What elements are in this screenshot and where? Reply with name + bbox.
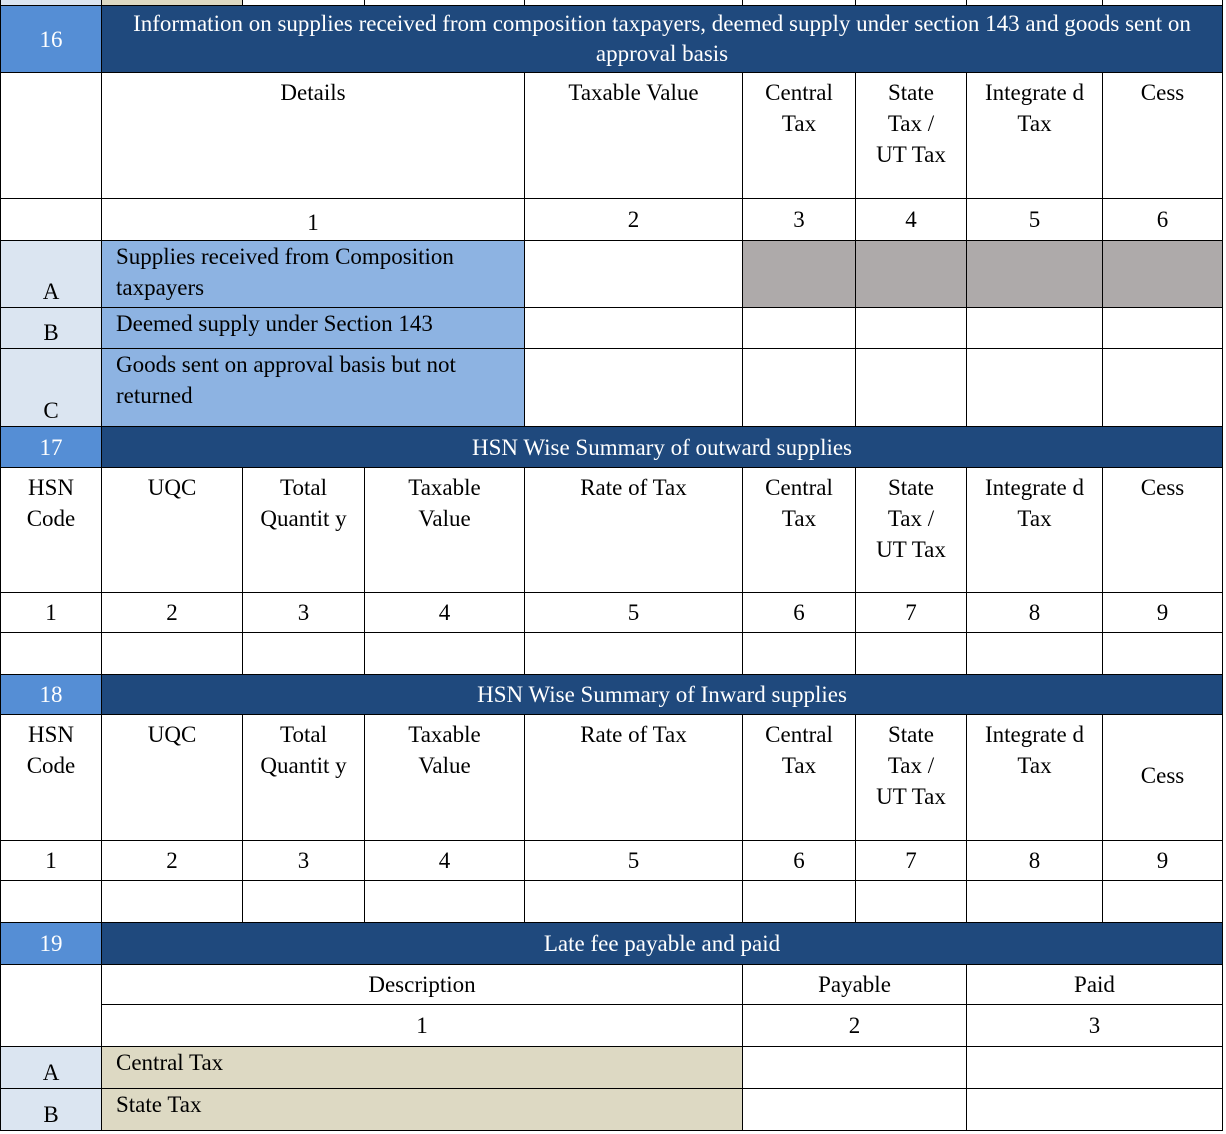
- header-total-quantity: Total Quantit y: [242, 714, 365, 841]
- cess-input[interactable]: [1102, 880, 1223, 923]
- central-tax-input[interactable]: [742, 348, 856, 427]
- header-rate-of-tax: Rate of Tax: [524, 467, 743, 593]
- header-uqc: UQC: [101, 467, 243, 593]
- colnum-2: 2: [101, 592, 243, 633]
- colnum-8: 8: [966, 840, 1103, 881]
- colnum-9: 9: [1102, 592, 1223, 633]
- colnum-5: 5: [966, 198, 1103, 241]
- cess-input[interactable]: [1102, 307, 1223, 349]
- header-payable: Payable: [742, 964, 967, 1005]
- row-description: Central Tax: [101, 1046, 743, 1089]
- hsn-code-input[interactable]: [0, 632, 102, 675]
- state-tax-input[interactable]: [855, 348, 967, 427]
- row-label-c: C: [0, 348, 102, 427]
- row-description: Supplies received from Composition taxpayers: [101, 240, 525, 308]
- row-description: State Tax: [101, 1088, 743, 1131]
- uqc-input[interactable]: [101, 880, 243, 923]
- header-state-tax: State Tax / UT Tax: [855, 72, 967, 199]
- total-quantity-input[interactable]: [242, 880, 365, 923]
- cess-input[interactable]: [1102, 348, 1223, 427]
- integrated-tax-input[interactable]: [966, 348, 1103, 427]
- rate-of-tax-input[interactable]: [524, 632, 743, 675]
- header-state-tax: State Tax / UT Tax: [855, 467, 967, 593]
- state-tax-input[interactable]: [855, 880, 967, 923]
- colnum-5: 5: [524, 840, 743, 881]
- section-18-title: HSN Wise Summary of Inward supplies: [101, 674, 1223, 715]
- colnum-7: 7: [855, 840, 967, 881]
- paid-input[interactable]: [966, 1088, 1223, 1131]
- header-cess: Cess: [1102, 467, 1223, 593]
- integrated-tax-disabled-cell: [966, 240, 1103, 308]
- row-label-b: B: [0, 307, 102, 349]
- header-hsn-code: HSN Code: [0, 467, 102, 593]
- cess-disabled-cell: [1102, 240, 1223, 308]
- state-tax-disabled-cell: [855, 240, 967, 308]
- colnum-6: 6: [1102, 198, 1223, 241]
- colnum-1: 1: [0, 592, 102, 633]
- taxable-value-input[interactable]: [364, 632, 525, 675]
- taxable-value-input[interactable]: [364, 880, 525, 923]
- header-central-tax: Central Tax: [742, 467, 856, 593]
- paid-input[interactable]: [966, 1046, 1223, 1089]
- section-16-header-blank: [0, 72, 102, 199]
- colnum-3: 3: [242, 840, 365, 881]
- header-rate-of-tax: Rate of Tax: [524, 714, 743, 841]
- row-description: Deemed supply under Section 143: [101, 307, 525, 349]
- colnum-2: 2: [101, 840, 243, 881]
- colnum-8: 8: [966, 592, 1103, 633]
- taxable-value-input[interactable]: [524, 307, 743, 349]
- row-label-a: A: [0, 1046, 102, 1089]
- colnum-6: 6: [742, 840, 856, 881]
- taxable-value-input[interactable]: [524, 348, 743, 427]
- cess-input[interactable]: [1102, 632, 1223, 675]
- header-central-tax: Central Tax: [742, 714, 856, 841]
- colnum-2: 2: [524, 198, 743, 241]
- colnum-7: 7: [855, 592, 967, 633]
- header-cess: Cess: [1102, 714, 1223, 841]
- colnum-1: 1: [101, 198, 525, 241]
- colnum-blank: [0, 198, 102, 241]
- header-total-quantity: Total Quantit y: [242, 467, 365, 593]
- payable-input[interactable]: [742, 1088, 967, 1131]
- header-taxable-value: Taxable Value: [364, 714, 525, 841]
- uqc-input[interactable]: [101, 632, 243, 675]
- total-quantity-input[interactable]: [242, 632, 365, 675]
- header-integrated-tax: Integrate d Tax: [966, 467, 1103, 593]
- row-description: Goods sent on approval basis but not returned: [101, 348, 525, 427]
- row-label-a: A: [0, 240, 102, 308]
- colnum-3: 3: [242, 592, 365, 633]
- colnum-3: 3: [742, 198, 856, 241]
- header-paid: Paid: [966, 964, 1223, 1005]
- colnum-5: 5: [524, 592, 743, 633]
- header-taxable-value: Taxable Value: [524, 72, 743, 199]
- central-tax-input[interactable]: [742, 632, 856, 675]
- hsn-code-input[interactable]: [0, 880, 102, 923]
- integrated-tax-input[interactable]: [966, 632, 1103, 675]
- section-19-number: 19: [0, 922, 102, 965]
- colnum-6: 6: [742, 592, 856, 633]
- header-taxable-value: Taxable Value: [364, 467, 525, 593]
- header-description: Description: [101, 964, 743, 1005]
- colnum-4: 4: [855, 198, 967, 241]
- header-uqc: UQC: [101, 714, 243, 841]
- state-tax-input[interactable]: [855, 307, 967, 349]
- section-17-title: HSN Wise Summary of outward supplies: [101, 426, 1223, 468]
- header-central-tax: Central Tax: [742, 72, 856, 199]
- state-tax-input[interactable]: [855, 632, 967, 675]
- colnum-4: 4: [364, 592, 525, 633]
- colnum-1: 1: [0, 840, 102, 881]
- header-integrated-tax: Integrate d Tax: [966, 714, 1103, 841]
- header-details: Details: [101, 72, 525, 199]
- section-19-title: Late fee payable and paid: [101, 922, 1223, 965]
- section-18-number: 18: [0, 674, 102, 715]
- colnum-2: 2: [742, 1004, 967, 1047]
- section-16-number: 16: [0, 5, 102, 73]
- section-16-title: Information on supplies received from composition taxpayers, deemed supply under section 143 and goods sent on approval basis: [101, 5, 1223, 73]
- payable-input[interactable]: [742, 1046, 967, 1089]
- header-state-tax: State Tax / UT Tax: [855, 714, 967, 841]
- colnum-9: 9: [1102, 840, 1223, 881]
- integrated-tax-input[interactable]: [966, 307, 1103, 349]
- header-integrated-tax: Integrate d Tax: [966, 72, 1103, 199]
- rate-of-tax-input[interactable]: [524, 880, 743, 923]
- central-tax-input[interactable]: [742, 880, 856, 923]
- section-19-header-blank: [0, 964, 102, 1047]
- colnum-1: 1: [101, 1004, 743, 1047]
- header-hsn-code: HSN Code: [0, 714, 102, 841]
- header-cess: Cess: [1102, 72, 1223, 199]
- row-label-b: B: [0, 1088, 102, 1131]
- integrated-tax-input[interactable]: [966, 880, 1103, 923]
- central-tax-disabled-cell: [742, 240, 856, 308]
- colnum-4: 4: [364, 840, 525, 881]
- colnum-3: 3: [966, 1004, 1223, 1047]
- taxable-value-input[interactable]: [524, 240, 743, 308]
- central-tax-input[interactable]: [742, 307, 856, 349]
- section-17-number: 17: [0, 426, 102, 468]
